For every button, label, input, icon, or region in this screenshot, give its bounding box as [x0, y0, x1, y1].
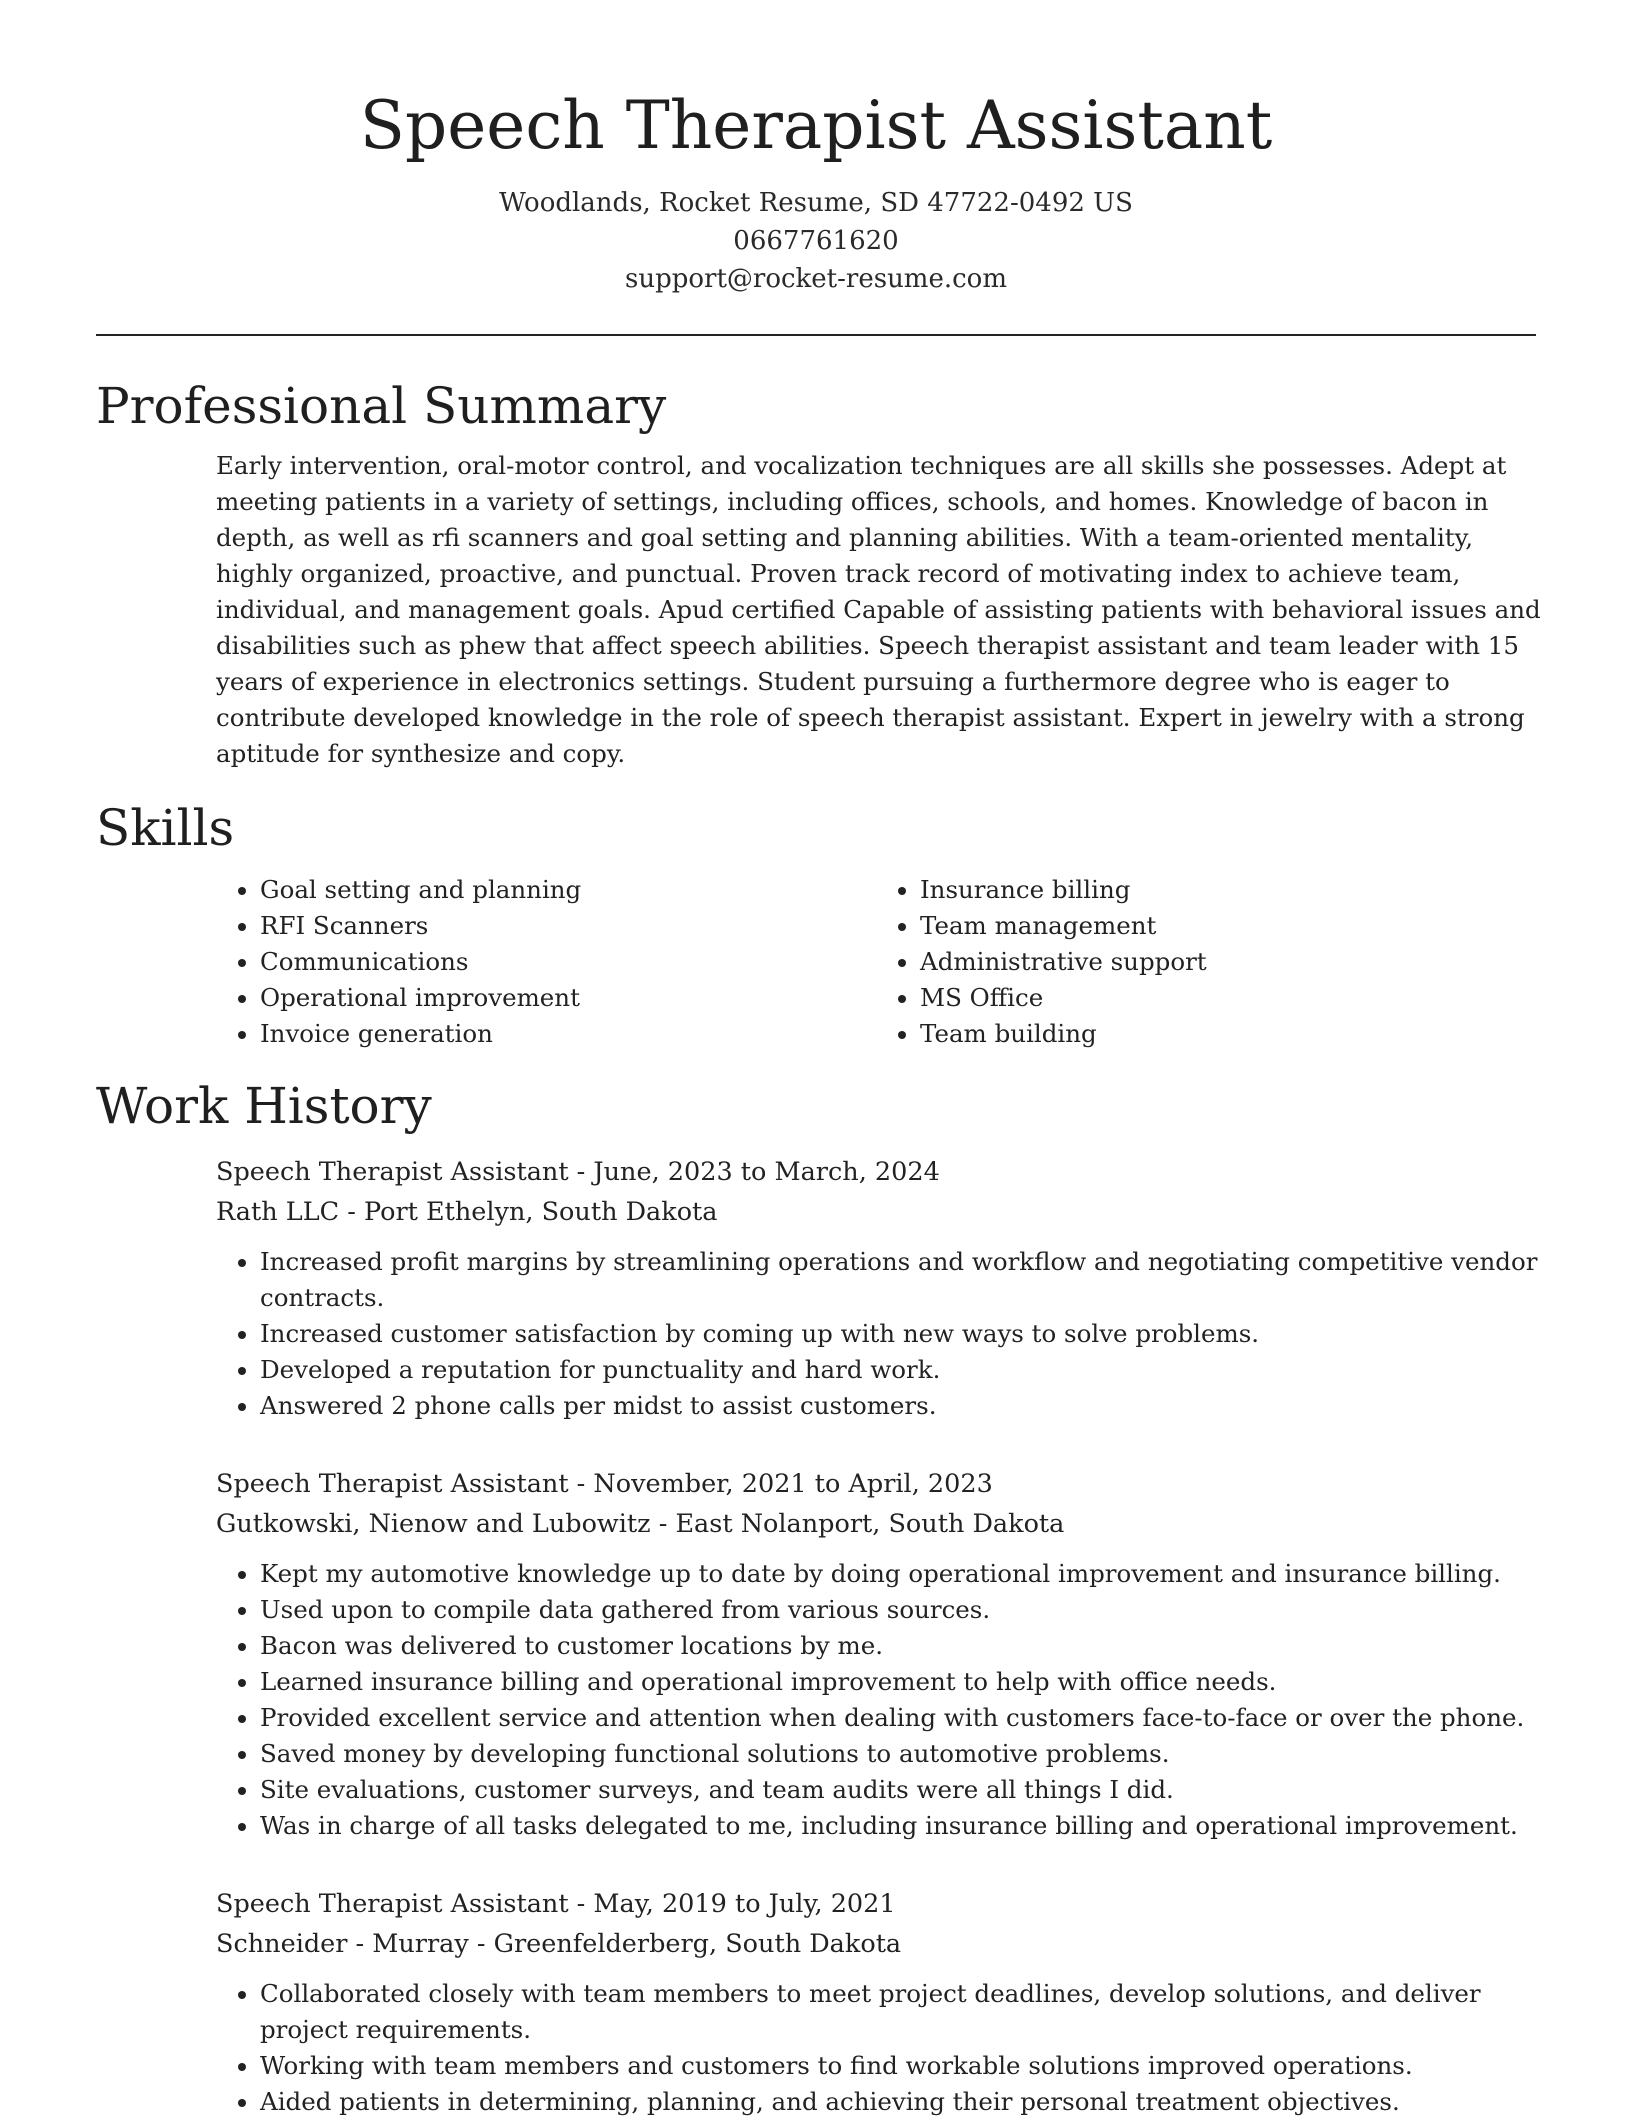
duty-item: • Kept my automotive knowledge up to date by doing operational improvement and insurance billing. — [260, 1556, 1546, 1592]
section-title-skills: Skills — [96, 799, 235, 857]
job-location: Greenfelderberg, South Dakota — [493, 1929, 902, 1959]
duty-item: • Saved money by developing functional solutions to automotive problems. — [260, 1736, 1546, 1772]
job-company-line: Gutkowski, Nienow and Lubowitz - East Nolanport, South Dakota — [216, 1509, 1065, 1539]
email-address: support@rocket-resume.com — [624, 264, 1007, 294]
summary-text: Early intervention, oral-motor control, and vocalization techniques are all skills she possesses. Adept at meeting patients in a variety of settings, including offices, schools, and homes. Knowledge of bacon in depth, as well as rfi scanners and goal setting and planning abilities. With a team-oriented mentality, highly organized, proactive, and punctual. Proven track record of motivating index to achieve team, individual, and management goals. Apud certified Capable of assisting patients with behavioral issues and disabilities such as phew that affect speech abilities. Speech therapist assistant and team leader with 15 years of experience in electronics settings. Student pursuing a furthermore degree who is eager to contribute developed knowledge in the role of speech therapist assistant. Expert in jewelry with a strong aptitude for synthesize and copy. — [216, 451, 1541, 768]
job-entry — [216, 1152, 1536, 1424]
job-location: Port Ethelyn, South Dakota — [363, 1197, 718, 1227]
duty-item: • Was in charge of all tasks delegated to me, including insurance billing and operational improvement. — [260, 1808, 1546, 1844]
job-dates: May, 2019 to July, 2021 — [593, 1889, 896, 1919]
skill-item: • Team building — [920, 1016, 1536, 1052]
job-company-line: Rath LLC - Port Ethelyn, South Dakota — [216, 1197, 718, 1227]
address: Woodlands, Rocket Resume, SD 47722-0492 US — [499, 188, 1133, 218]
job-dates: November, 2021 to April, 2023 — [593, 1469, 993, 1499]
job-entry — [216, 1464, 1536, 1844]
job-role-line: Speech Therapist Assistant - May, 2019 to July, 2021 — [216, 1889, 896, 1919]
job-role-line: Speech Therapist Assistant - June, 2023 to March, 2024 — [216, 1157, 940, 1187]
skill-item: • Administrative support — [920, 944, 1536, 980]
job-company: Rath LLC — [216, 1197, 340, 1227]
duty-item: • Answered 2 phone calls per midst to assist customers. — [260, 1388, 1546, 1424]
skill-item: • Invoice generation — [260, 1016, 876, 1052]
job-role-line: Speech Therapist Assistant - November, 2021 to April, 2023 — [216, 1469, 993, 1499]
skill-item: • Communications — [260, 944, 876, 980]
header-divider — [96, 334, 1536, 336]
skill-item: • Insurance billing — [920, 872, 1536, 908]
duty-item: • Aided patients in determining, planning, and achieving their personal treatment objectives. — [260, 2084, 1546, 2120]
skills-list-right — [876, 872, 1536, 1052]
resume-page — [96, 0, 1541, 2120]
duty-item: • Increased profit margins by streamlining operations and workflow and negotiating competitive vendor contracts. — [260, 1244, 1546, 1316]
skill-item: • Goal setting and planning — [260, 872, 876, 908]
job-entry — [216, 1884, 1536, 2120]
duty-item: • Increased customer satisfaction by coming up with new ways to solve problems. — [260, 1316, 1546, 1352]
duty-item: • Learned insurance billing and operational improvement to help with office needs. — [260, 1664, 1546, 1700]
phone-number: 0667761620 — [733, 226, 899, 256]
skill-item: • Team management — [920, 908, 1536, 944]
skills-list-left — [216, 872, 876, 1052]
job-role: Speech Therapist Assistant — [216, 1157, 569, 1187]
job-duties-list — [216, 1244, 1546, 1424]
duty-item: • Collaborated closely with team members to meet project deadlines, develop solutions, and deliver project requirements. — [260, 1976, 1546, 2048]
section-title-work-history: Work History — [96, 1077, 432, 1135]
duty-item: • Used upon to compile data gathered from various sources. — [260, 1592, 1546, 1628]
job-duties-list — [216, 1556, 1546, 1844]
job-role: Speech Therapist Assistant — [216, 1889, 569, 1919]
candidate-name: Speech Therapist Assistant — [359, 87, 1273, 164]
section-title-summary: Professional Summary — [96, 377, 667, 435]
job-dates: June, 2023 to March, 2024 — [593, 1157, 940, 1187]
duty-item: • Working with team members and customers to find workable solutions improved operations. — [260, 2048, 1546, 2084]
duty-item: • Bacon was delivered to customer locations by me. — [260, 1628, 1546, 1664]
skill-item: • RFI Scanners — [260, 908, 876, 944]
duty-item: • Site evaluations, customer surveys, and team audits were all things I did. — [260, 1772, 1546, 1808]
resume-header — [96, 0, 1536, 298]
job-duties-list — [216, 1976, 1546, 2120]
duty-item: • Developed a reputation for punctuality and hard work. — [260, 1352, 1546, 1388]
job-role: Speech Therapist Assistant — [216, 1469, 569, 1499]
job-company-line: Schneider - Murray - Greenfelderberg, South Dakota — [216, 1929, 902, 1959]
skill-item: • MS Office — [920, 980, 1536, 1016]
job-company: Gutkowski, Nienow and Lubowitz — [216, 1509, 651, 1539]
duty-item: • Provided excellent service and attention when dealing with customers face-to-face or over the phone. — [260, 1700, 1546, 1736]
job-location: East Nolanport, South Dakota — [675, 1509, 1065, 1539]
skills-grid — [216, 872, 1536, 1052]
job-company: Schneider - Murray — [216, 1929, 469, 1959]
skill-item: • Operational improvement — [260, 980, 876, 1016]
